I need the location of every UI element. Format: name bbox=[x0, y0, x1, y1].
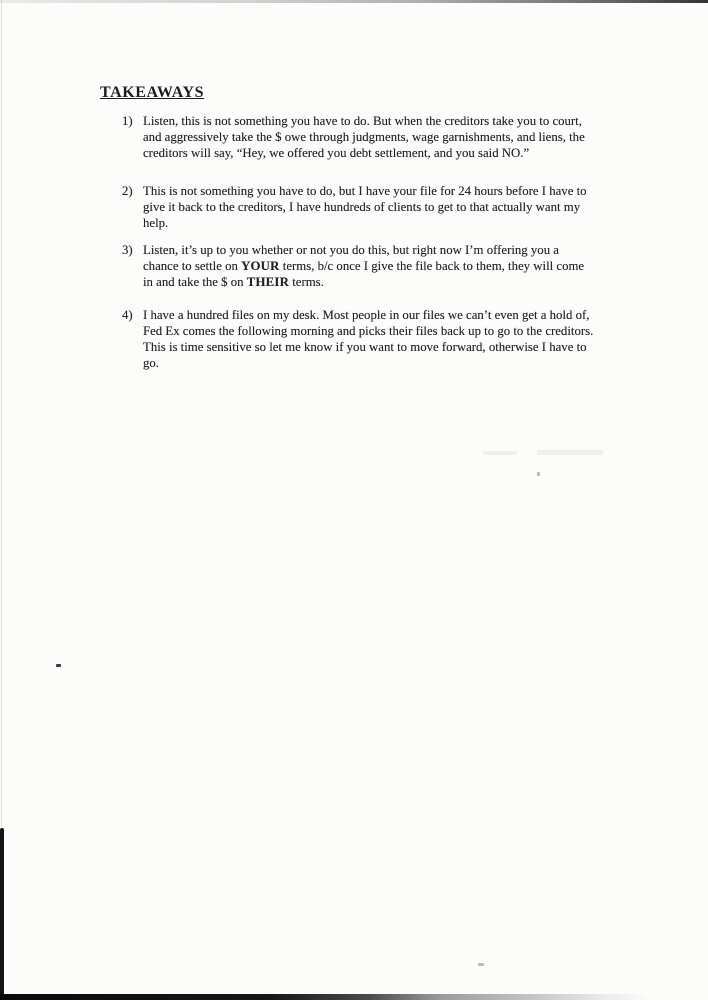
list-item bbox=[122, 183, 605, 231]
bold-word-their: THEIR bbox=[246, 275, 290, 289]
list-item-number: 1) bbox=[122, 114, 133, 128]
list-item-number: 4) bbox=[122, 308, 133, 322]
list-item-text bbox=[143, 242, 595, 290]
scan-artifact-left-hairline bbox=[1, 0, 2, 835]
list-item bbox=[122, 113, 605, 161]
scan-artifact-top-edge bbox=[0, 0, 708, 3]
scan-artifact-speck bbox=[537, 472, 540, 476]
takeaways-heading: TAKEAWAYS bbox=[100, 84, 205, 101]
list-item-number: 3) bbox=[122, 243, 133, 257]
list-item bbox=[122, 242, 605, 290]
scan-artifact-speck bbox=[56, 664, 61, 667]
scan-artifact-bottom-bar bbox=[0, 994, 708, 1000]
scan-artifact-smudge bbox=[537, 450, 603, 455]
list-item bbox=[122, 307, 605, 371]
list-item-text-segment: terms, b/c once I give the file back to them, they will come in and take the $ on bbox=[143, 259, 585, 289]
list-item-number: 2) bbox=[122, 184, 133, 198]
scan-artifact-smudge bbox=[483, 451, 517, 455]
scan-artifact-left-strip bbox=[0, 828, 4, 1000]
list-item-text: I have a hundred files on my desk. Most people in our files we can’t even get a hold of, Fed Ex comes the following morning and picks their files back up to go to the creditors. This is time sensitive so let me know if you want to move forward, otherwise I have to go. bbox=[143, 308, 594, 370]
list-item-text: This is not something you have to do, but I have your file for 24 hours before I have to give it back to the creditors, I have hundreds of clients to get to that actually want my help. bbox=[143, 184, 587, 230]
list-item-text-segment: terms. bbox=[289, 275, 324, 289]
list-item-text-segment: Listen, it’s up to you whether or not you do this, but right now I’m offering you a chance to settle on bbox=[143, 243, 559, 273]
scan-artifact-speck bbox=[478, 963, 484, 966]
list-item-text: Listen, this is not something you have to do. But when the creditors take you to court, and aggressively take the $ owe through judgments, wage garnishments, and liens, the creditors will say, “Hey, we offered you debt settlement, and you said NO.” bbox=[143, 114, 585, 160]
numbered-list bbox=[100, 113, 605, 371]
bold-word-your: YOUR bbox=[241, 259, 280, 273]
document-content bbox=[100, 83, 605, 371]
